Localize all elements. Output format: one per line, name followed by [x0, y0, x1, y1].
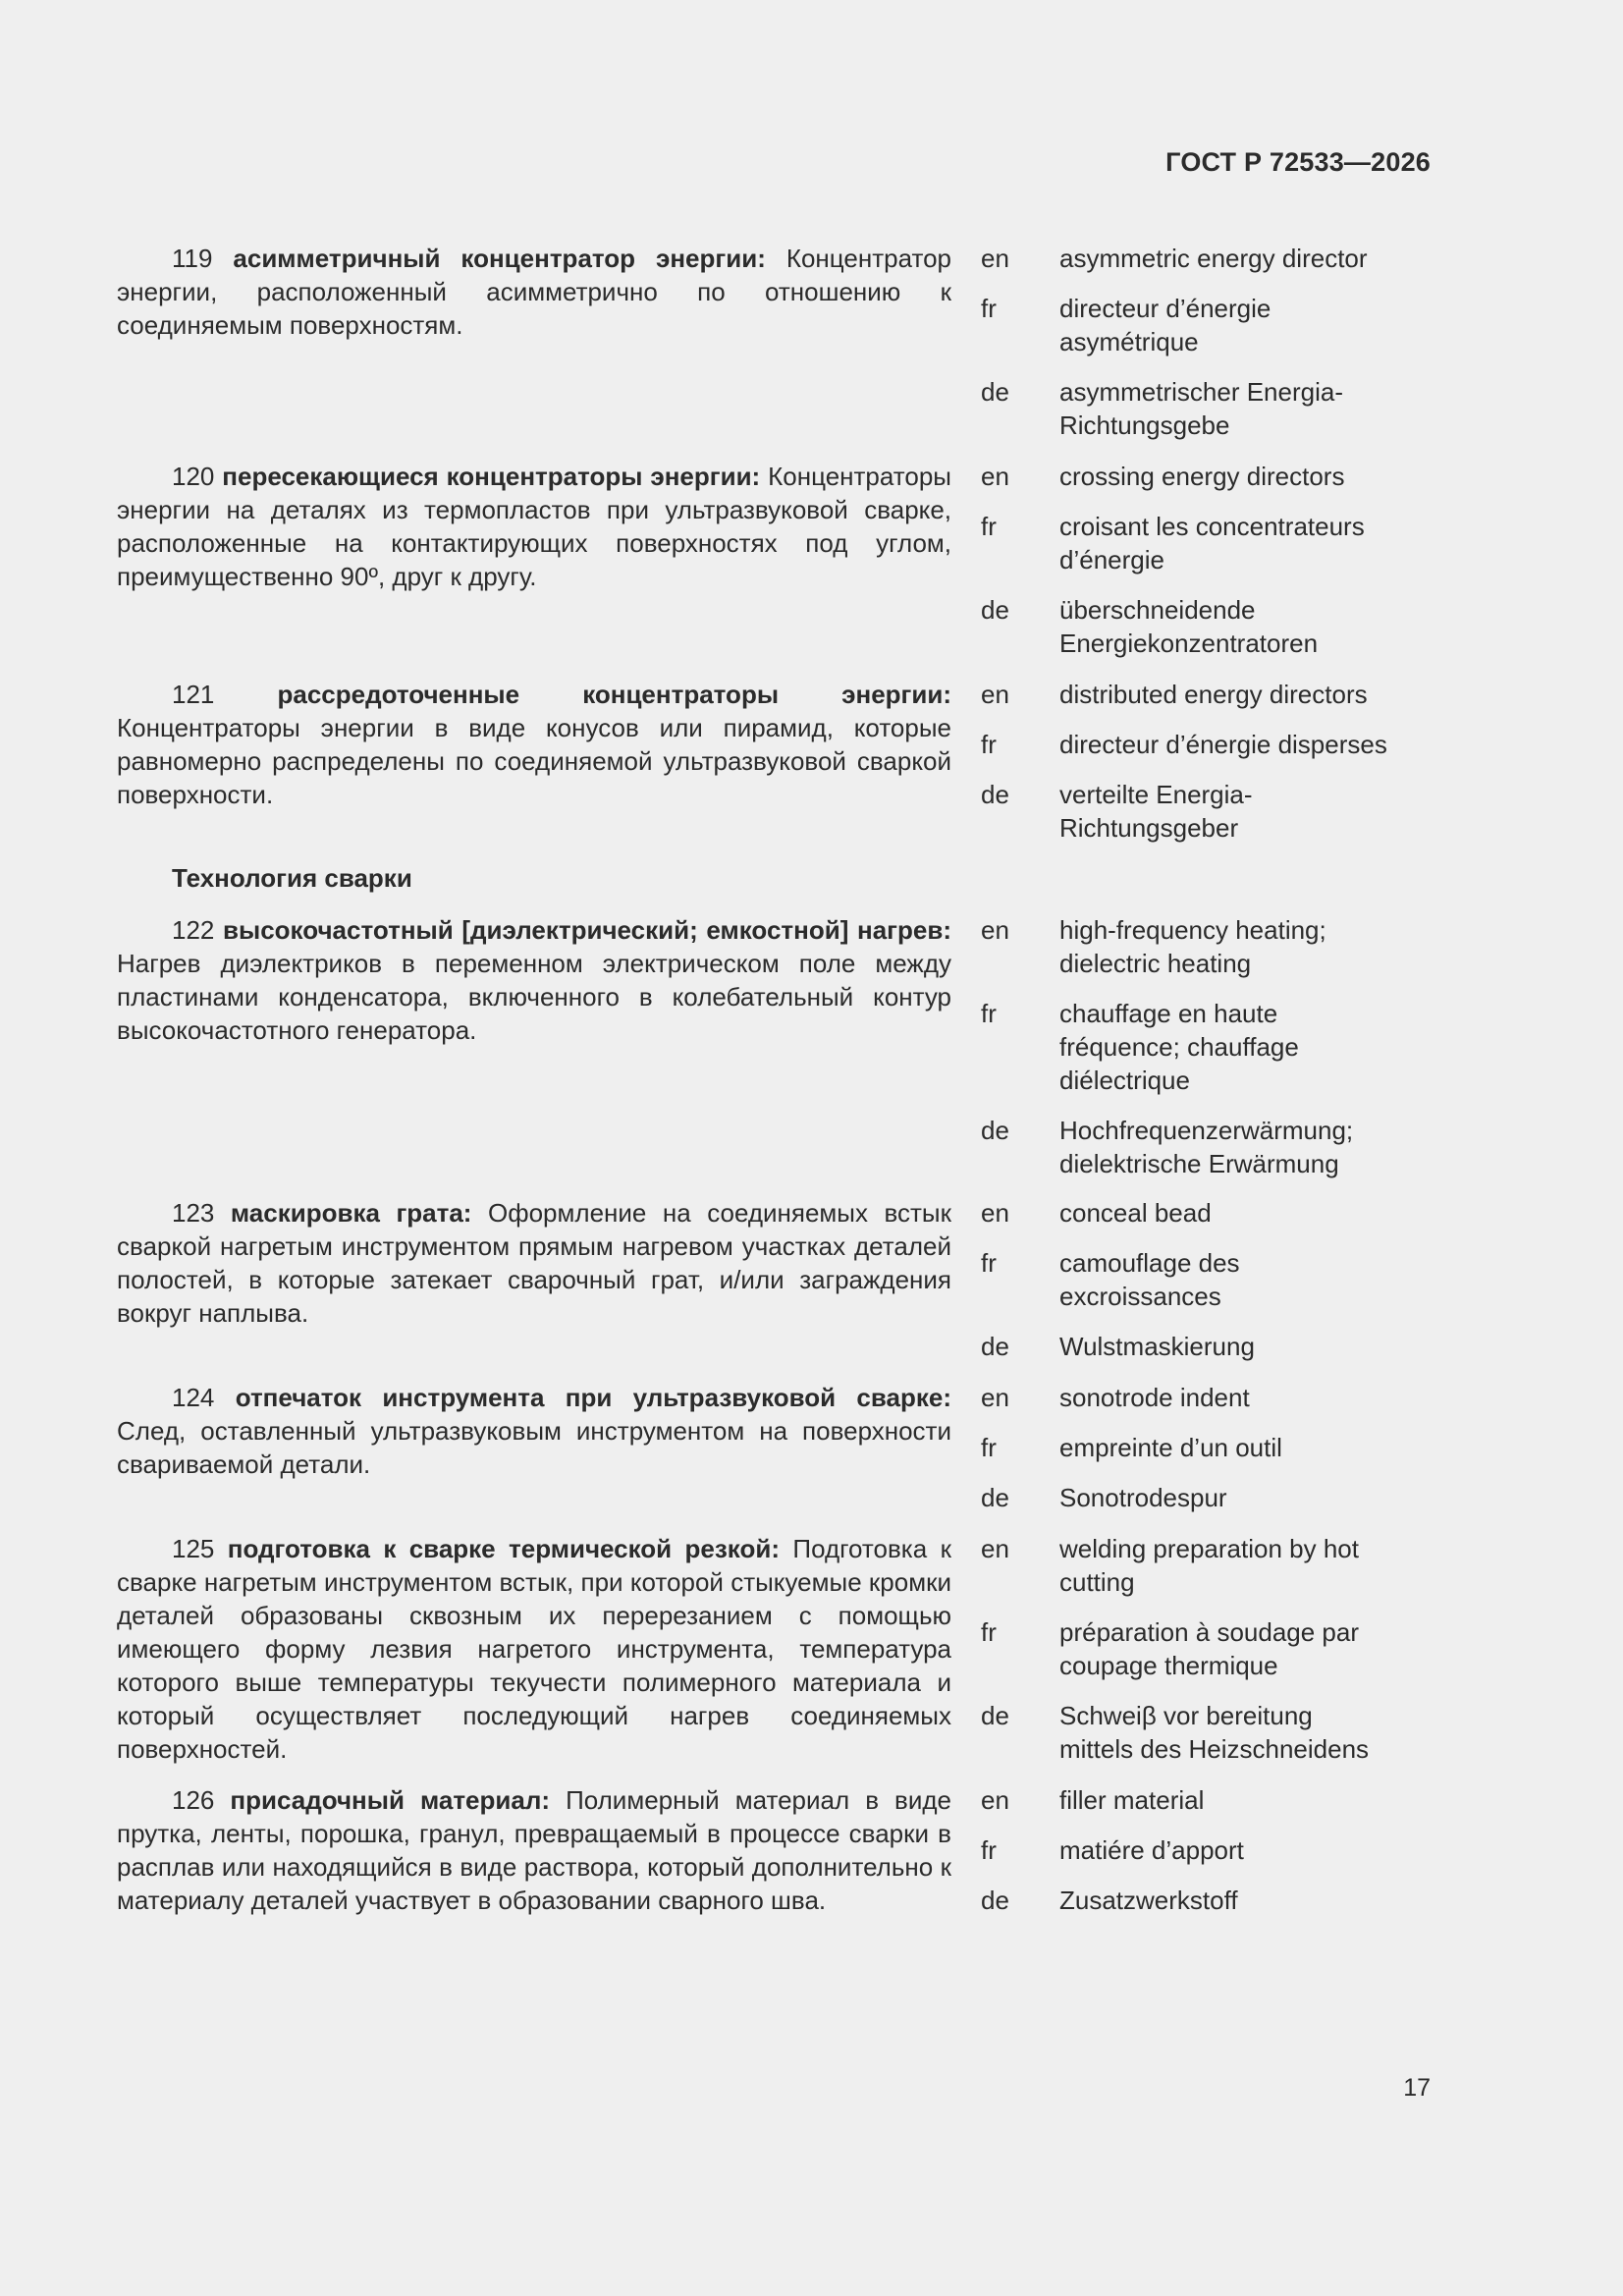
lang-code: en: [981, 1534, 1009, 1563]
lang-code: de: [981, 1701, 1009, 1730]
definition-text: Нагрев диэлектриков в переменном электрическом поле между пластинами конденсатора, включенного в колебательный контур высокочастотного генератора.: [117, 949, 951, 1045]
translation-fr: [981, 1833, 1442, 1867]
lang-code: fr: [981, 1433, 997, 1462]
term-name: присадочный материал:: [230, 1785, 551, 1815]
lang-code: de: [981, 1116, 1009, 1145]
translation-de: [981, 375, 1442, 442]
definition-text: Полимерный материал в виде прутка, ленты, порошка, гранул, превращаемый в процессе сварки в расплав или находящийся в виде раствора, который дополнительно к материалу деталей участвует в образовании сварного шва.: [117, 1785, 951, 1915]
lang-code: en: [981, 915, 1009, 945]
lang-term: directeur d’énergie disperses: [1059, 730, 1387, 759]
page-number: 17: [1403, 2074, 1431, 2102]
translation-fr: [981, 1615, 1442, 1682]
term-name: отпечаток инструмента при ультразвуковой сварке:: [235, 1383, 951, 1412]
term-name: высокочастотный [диэлектрический; емкостной] нагрев:: [223, 915, 951, 945]
translation-de: [981, 1481, 1442, 1514]
term-number: 122: [172, 915, 215, 945]
term-number: 124: [172, 1383, 215, 1412]
lang-term: chauffage en haute fréquence; chauffage diélectrique: [1059, 999, 1299, 1095]
translation-en: [981, 1532, 1442, 1599]
lang-code: en: [981, 1198, 1009, 1228]
translation-fr: [981, 1431, 1442, 1464]
term-number: 121: [172, 680, 215, 709]
lang-term: filler material: [1059, 1785, 1205, 1815]
translation-de: [981, 593, 1442, 660]
term-definition: [117, 1381, 951, 1481]
lang-term: Hochfrequenzerwärmung; dielektrische Erwärmung: [1059, 1116, 1354, 1178]
term-name: маскировка грата:: [230, 1198, 472, 1228]
definition-text: Подготовка к сварке нагретым инструментом встык, при которой стыкуемые кромки деталей образованы сквозным их перерезанием с помощью имеющего форму лезвия нагретого инструмента, температура которого выше температуры текучести полимерного материала и который осуществляет последующий нагрев соединяемых поверхностей.: [117, 1534, 951, 1764]
lang-term: camouflage des excroissances: [1059, 1248, 1240, 1311]
term-translations: [981, 242, 1442, 459]
lang-code: de: [981, 1483, 1009, 1512]
definition-text: Концентраторы энергии на деталях из термопластов при ультразвуковой сварке, расположенные на контактирующих поверхностях под углом, преимущественно 90º, друг к другу.: [117, 462, 951, 591]
lang-code: en: [981, 462, 1009, 491]
lang-term: asymmetric energy director: [1059, 244, 1368, 273]
lang-code: fr: [981, 512, 997, 541]
term-definition: [117, 1783, 951, 1917]
term-definition: [117, 678, 951, 811]
lang-term: directeur d’énergie asymétrique: [1059, 294, 1271, 356]
translation-de: [981, 1884, 1442, 1917]
lang-code: en: [981, 680, 1009, 709]
translation-en: [981, 913, 1442, 980]
term-translations: [981, 1532, 1442, 1782]
lang-code: fr: [981, 294, 997, 323]
translation-de: [981, 1330, 1442, 1363]
translation-fr: [981, 292, 1442, 358]
lang-code: fr: [981, 999, 997, 1028]
term-translations: [981, 1196, 1442, 1380]
translation-en: [981, 242, 1442, 275]
term-name: подготовка к сварке термической резкой:: [227, 1534, 780, 1563]
term-translations: [981, 460, 1442, 677]
lang-code: en: [981, 1785, 1009, 1815]
term-translations: [981, 1381, 1442, 1531]
lang-code: de: [981, 377, 1009, 407]
translation-de: [981, 1699, 1442, 1766]
lang-term: sonotrode indent: [1059, 1383, 1250, 1412]
term-translations: [981, 913, 1442, 1197]
term-number: 120: [172, 462, 215, 491]
lang-term: crossing energy directors: [1059, 462, 1345, 491]
term-definition: [117, 242, 951, 342]
translation-fr: [981, 510, 1442, 576]
lang-code: fr: [981, 1835, 997, 1865]
translation-de: [981, 778, 1442, 845]
definition-text: Оформление на соединяемых встык сваркой нагретым инструментом прямым нагревом участках деталей полостей, в которые затекает сварочный грат, и/или заграждения вокруг наплыва.: [117, 1198, 951, 1328]
translation-en: [981, 1196, 1442, 1230]
lang-code: de: [981, 1332, 1009, 1361]
document-code-header: ГОСТ Р 72533—2026: [1165, 147, 1431, 177]
definition-text: Концентратор энергии, расположенный асимметрично по отношению к соединяемым поверхностям.: [117, 244, 951, 340]
translation-fr: [981, 728, 1442, 761]
lang-code: de: [981, 1886, 1009, 1915]
lang-term: high-frequency heating; dielectric heating: [1059, 915, 1326, 978]
lang-term: matiére d’apport: [1059, 1835, 1244, 1865]
translation-en: [981, 678, 1442, 711]
lang-term: distributed energy directors: [1059, 680, 1368, 709]
term-name: рассредоточенные концентраторы энергии:: [277, 680, 951, 709]
lang-term: Zusatzwerkstoff: [1059, 1886, 1238, 1915]
lang-code: en: [981, 1383, 1009, 1412]
term-number: 126: [172, 1785, 215, 1815]
lang-code: fr: [981, 730, 997, 759]
term-name: асимметричный концентратор энергии:: [233, 244, 766, 273]
lang-code: fr: [981, 1617, 997, 1647]
lang-term: conceal bead: [1059, 1198, 1212, 1228]
term-definition: [117, 460, 951, 593]
section-heading: Технология сварки: [172, 863, 412, 893]
term-definition: [117, 913, 951, 1047]
lang-code: de: [981, 595, 1009, 625]
term-translations: [981, 678, 1442, 861]
lang-code: de: [981, 780, 1009, 809]
translation-de: [981, 1114, 1442, 1180]
lang-term: préparation à soudage par coupage thermique: [1059, 1617, 1360, 1680]
translation-fr: [981, 1246, 1442, 1313]
lang-code: en: [981, 244, 1009, 273]
term-definition: [117, 1196, 951, 1330]
translation-en: [981, 1381, 1442, 1414]
lang-term: asymmetrischer Energia-Richtungsgebe: [1059, 377, 1343, 440]
term-number: 123: [172, 1198, 215, 1228]
lang-code: fr: [981, 1248, 997, 1278]
lang-term: Wulstmaskierung: [1059, 1332, 1255, 1361]
term-translations: [981, 1783, 1442, 1934]
term-number: 119: [172, 244, 213, 273]
translation-fr: [981, 997, 1442, 1097]
lang-term: Schweiβ vor bereitung mittels des Heizschneidens: [1059, 1701, 1370, 1764]
lang-term: empreinte d’un outil: [1059, 1433, 1282, 1462]
term-definition: [117, 1532, 951, 1766]
term-name: пересекающиеся концентраторы энергии:: [222, 462, 761, 491]
lang-term: verteilte Energia-Richtungsgeber: [1059, 780, 1253, 843]
lang-term: Sonotrodespur: [1059, 1483, 1227, 1512]
lang-term: welding preparation by hot cutting: [1059, 1534, 1359, 1597]
translation-en: [981, 460, 1442, 493]
definition-text: След, оставленный ультразвуковым инструментом на поверхности свариваемой детали.: [117, 1416, 951, 1479]
term-number: 125: [172, 1534, 215, 1563]
lang-term: croisant les concentrateurs d’énergie: [1059, 512, 1365, 574]
translation-en: [981, 1783, 1442, 1817]
lang-term: überschneidende Energiekonzentratoren: [1059, 595, 1319, 658]
definition-text: Концентраторы энергии в виде конусов или пирамид, которые равномерно распределены по соединяемой ультразвуковой сваркой поверхности.: [117, 713, 951, 809]
